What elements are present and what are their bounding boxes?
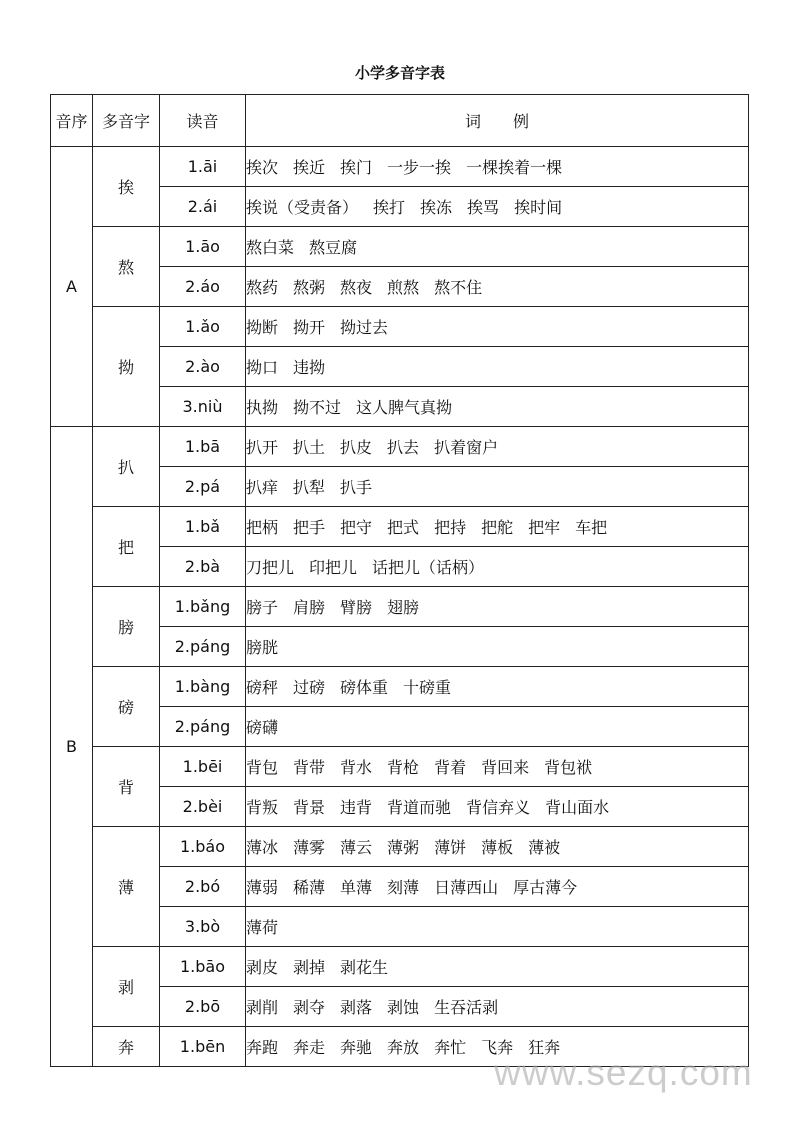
example-word: 膀子 [246, 598, 279, 617]
example-word: 臂膀 [340, 598, 373, 617]
example-word: 扒去 [387, 438, 420, 457]
pinyin-reading: 3.niù [160, 387, 246, 427]
example-words [246, 587, 749, 627]
header-examples: 词 例 [246, 95, 749, 147]
example-words [246, 467, 749, 507]
table-row [51, 307, 749, 347]
example-words [246, 827, 749, 867]
example-word: 挨骂 [467, 198, 500, 217]
example-word: 拗开 [293, 318, 326, 337]
example-word: 挨说（受责备） [246, 198, 359, 217]
example-words [246, 947, 749, 987]
example-word: 扒土 [293, 438, 326, 457]
example-word: 把守 [340, 518, 373, 537]
example-word: 扒手 [340, 478, 373, 497]
example-words [246, 267, 749, 307]
example-word: 拗断 [246, 318, 279, 337]
example-words [246, 387, 749, 427]
example-word: 这人脾气真拗 [356, 398, 453, 417]
example-word: 扒犁 [293, 478, 326, 497]
polyphone-char: 拗 [93, 307, 160, 427]
example-word: 膀胱 [246, 638, 279, 657]
pinyin-reading: 2.bà [160, 547, 246, 587]
example-word: 执拗 [246, 398, 279, 417]
example-word: 违拗 [293, 358, 326, 377]
pinyin-reading: 1.bā [160, 427, 246, 467]
table-header-row [51, 95, 749, 147]
example-word: 肩膀 [293, 598, 326, 617]
polyphone-table [50, 94, 749, 1067]
example-words [246, 627, 749, 667]
example-word: 扒着窗户 [434, 438, 499, 457]
example-word: 背包袱 [544, 758, 593, 777]
example-word: 背信弃义 [466, 798, 531, 817]
example-word: 磅礴 [246, 718, 279, 737]
example-word: 熬豆腐 [309, 238, 358, 257]
example-word: 剥皮 [246, 958, 279, 977]
example-word: 熬粥 [293, 278, 326, 297]
example-word: 稀薄 [293, 878, 326, 897]
example-word: 熬夜 [340, 278, 373, 297]
example-word: 扒皮 [340, 438, 373, 457]
example-word: 扒痒 [246, 478, 279, 497]
polyphone-char: 膀 [93, 587, 160, 667]
example-word: 挨门 [340, 158, 373, 177]
pinyin-reading: 2.pá [160, 467, 246, 507]
example-word: 奔走 [293, 1038, 326, 1057]
example-words [246, 667, 749, 707]
example-word: 剥蚀 [387, 998, 420, 1017]
polyphone-char: 把 [93, 507, 160, 587]
pinyin-reading: 2.ái [160, 187, 246, 227]
table-body [51, 147, 749, 1067]
polyphone-char: 背 [93, 747, 160, 827]
table-row [51, 947, 749, 987]
section-letter: B [51, 427, 93, 1067]
example-words [246, 987, 749, 1027]
example-word: 把柄 [246, 518, 279, 537]
watermark: www.sezq.com [494, 1052, 753, 1093]
pinyin-reading: 2.páng [160, 627, 246, 667]
example-word: 薄雾 [293, 838, 326, 857]
example-word: 把手 [293, 518, 326, 537]
example-word: 薄荷 [246, 918, 279, 937]
example-word: 剥掉 [293, 958, 326, 977]
example-word: 薄粥 [387, 838, 420, 857]
example-word: 把舵 [481, 518, 514, 537]
example-words [246, 867, 749, 907]
example-word: 车把 [575, 518, 608, 537]
polyphone-char: 薄 [93, 827, 160, 947]
header-char: 多音字 [93, 95, 160, 147]
table-row [51, 227, 749, 267]
example-word: 日薄西山 [434, 878, 499, 897]
polyphone-char: 扒 [93, 427, 160, 507]
example-word: 厚古薄今 [513, 878, 578, 897]
example-word: 过磅 [293, 678, 326, 697]
example-words [246, 227, 749, 267]
example-word: 煎熬 [387, 278, 420, 297]
example-words [246, 787, 749, 827]
example-word: 熬药 [246, 278, 279, 297]
example-word: 一棵挨着一棵 [466, 158, 563, 177]
example-word: 印把儿 [309, 558, 358, 577]
example-word: 挨打 [373, 198, 406, 217]
example-word: 十磅重 [403, 678, 452, 697]
polyphone-char: 挨 [93, 147, 160, 227]
example-words [246, 547, 749, 587]
example-word: 拗过去 [340, 318, 389, 337]
polyphone-char: 剥 [93, 947, 160, 1027]
pinyin-reading: 1.bēi [160, 747, 246, 787]
example-words [246, 907, 749, 947]
example-word: 背叛 [246, 798, 279, 817]
example-word: 一步一挨 [387, 158, 452, 177]
example-word: 薄被 [528, 838, 561, 857]
pinyin-reading: 1.bǎ [160, 507, 246, 547]
example-word: 翅膀 [387, 598, 420, 617]
pinyin-reading: 1.ǎo [160, 307, 246, 347]
example-word: 奔忙 [434, 1038, 467, 1057]
example-word: 挨冻 [420, 198, 453, 217]
example-word: 背回来 [481, 758, 530, 777]
example-word: 背景 [293, 798, 326, 817]
pinyin-reading: 1.bāo [160, 947, 246, 987]
example-word: 薄云 [340, 838, 373, 857]
example-word: 剥落 [340, 998, 373, 1017]
example-words [246, 187, 749, 227]
example-word: 奔跑 [246, 1038, 279, 1057]
example-word: 拗不过 [293, 398, 342, 417]
table-row [51, 667, 749, 707]
table-row [51, 587, 749, 627]
example-word: 狂奔 [528, 1038, 561, 1057]
pinyin-reading: 1.bàng [160, 667, 246, 707]
example-word: 奔放 [387, 1038, 420, 1057]
example-word: 熬不住 [434, 278, 483, 297]
example-word: 背包 [246, 758, 279, 777]
example-word: 剥花生 [340, 958, 389, 977]
polyphone-char: 磅 [93, 667, 160, 747]
example-word: 磅秤 [246, 678, 279, 697]
pinyin-reading: 2.páng [160, 707, 246, 747]
pinyin-reading: 1.bǎng [160, 587, 246, 627]
example-word: 挨时间 [514, 198, 563, 217]
section-letter: A [51, 147, 93, 427]
example-words [246, 507, 749, 547]
example-words [246, 707, 749, 747]
example-word: 生吞活剥 [434, 998, 499, 1017]
polyphone-char: 熬 [93, 227, 160, 307]
example-word: 背带 [293, 758, 326, 777]
header-reading: 读音 [160, 95, 246, 147]
table-row [51, 507, 749, 547]
example-word: 薄弱 [246, 878, 279, 897]
table-row [51, 147, 749, 187]
example-word: 刀把儿 [246, 558, 295, 577]
example-word: 剥削 [246, 998, 279, 1017]
example-word: 把持 [434, 518, 467, 537]
pinyin-reading: 2.bó [160, 867, 246, 907]
example-word: 背着 [434, 758, 467, 777]
example-word: 背枪 [387, 758, 420, 777]
example-word: 背山面水 [545, 798, 610, 817]
example-words [246, 427, 749, 467]
example-word: 把式 [387, 518, 420, 537]
polyphone-char: 奔 [93, 1027, 160, 1067]
example-word: 奔驰 [340, 1038, 373, 1057]
example-words [246, 147, 749, 187]
example-word: 拗口 [246, 358, 279, 377]
example-word: 磅体重 [340, 678, 389, 697]
example-word: 背道而驰 [387, 798, 452, 817]
pinyin-reading: 2.ào [160, 347, 246, 387]
example-word: 刻薄 [387, 878, 420, 897]
table-row [51, 427, 749, 467]
example-word: 话把儿（话柄） [372, 558, 485, 577]
pinyin-reading: 1.āi [160, 147, 246, 187]
example-word: 薄饼 [434, 838, 467, 857]
pinyin-reading: 2.bō [160, 987, 246, 1027]
example-words [246, 347, 749, 387]
pinyin-reading: 1.āo [160, 227, 246, 267]
document-title: 小学多音字表 [354, 64, 445, 82]
table-row [51, 747, 749, 787]
header-order: 音序 [51, 95, 93, 147]
example-word: 背水 [340, 758, 373, 777]
example-word: 飞奔 [481, 1038, 514, 1057]
pinyin-reading: 1.bēn [160, 1027, 246, 1067]
example-word: 挨次 [246, 158, 279, 177]
table-row [51, 827, 749, 867]
example-word: 把牢 [528, 518, 561, 537]
example-word: 薄板 [481, 838, 514, 857]
pinyin-reading: 1.báo [160, 827, 246, 867]
pinyin-reading: 2.áo [160, 267, 246, 307]
pinyin-reading: 3.bò [160, 907, 246, 947]
example-word: 剥夺 [293, 998, 326, 1017]
example-word: 单薄 [340, 878, 373, 897]
example-word: 挨近 [293, 158, 326, 177]
example-word: 熬白菜 [246, 238, 295, 257]
example-word: 违背 [340, 798, 373, 817]
example-word: 扒开 [246, 438, 279, 457]
example-words [246, 307, 749, 347]
example-word: 薄冰 [246, 838, 279, 857]
pinyin-reading: 2.bèi [160, 787, 246, 827]
example-words [246, 747, 749, 787]
